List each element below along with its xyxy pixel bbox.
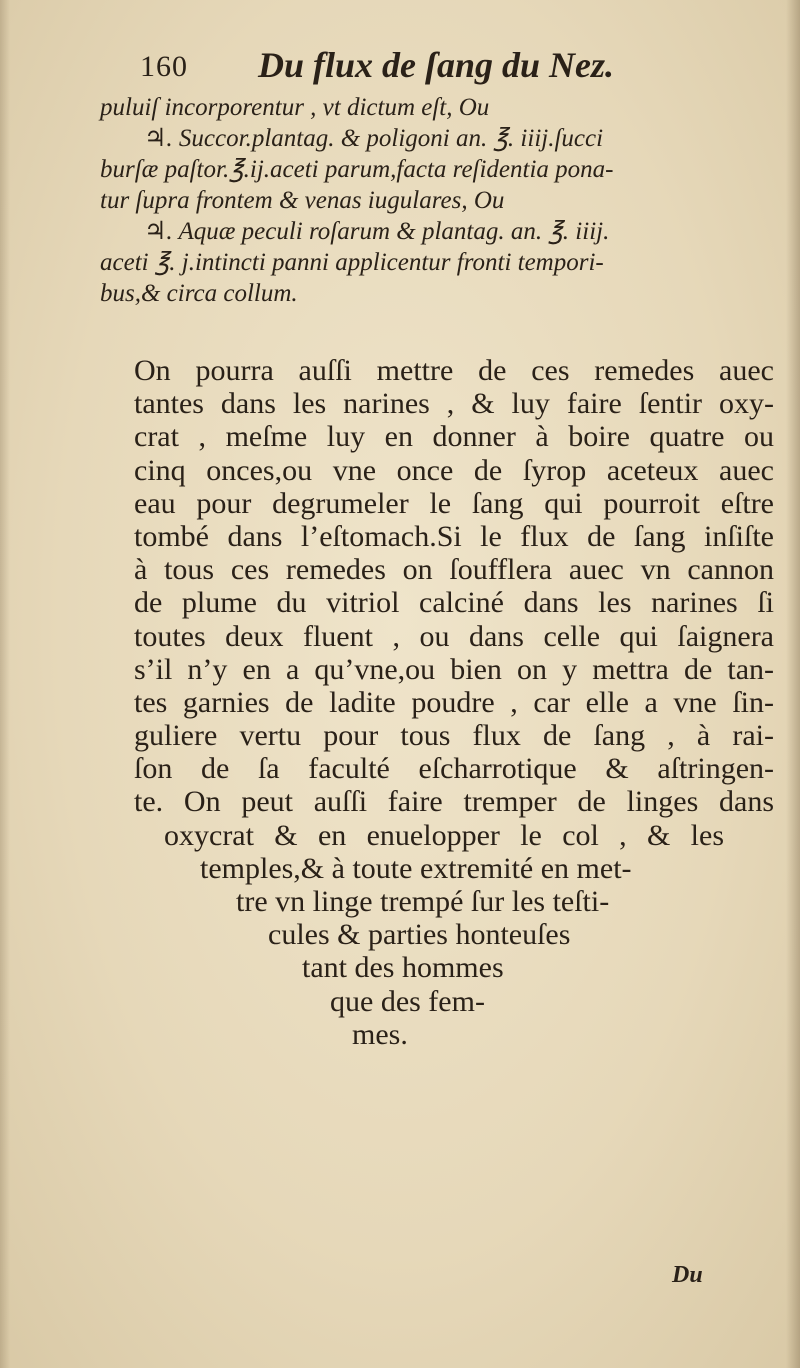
text-line: On pourra auſſi mettre de ces remedes auec bbox=[134, 354, 774, 387]
text-line: s’il n’y en a qu’vne,ou bien on y mettra de tan- bbox=[134, 652, 774, 686]
prescription-line: burſæ paſtor.℥.ij.aceti parum,facta reſidentia pona- bbox=[100, 156, 614, 183]
prescription-line: tur ſupra frontem & venas iugulares, Ou bbox=[100, 187, 505, 214]
text-line: toutes deux fluent , ou dans celle qui ſaignera bbox=[134, 619, 774, 653]
text-line: tantes dans les narines , & luy faire ſentir oxy- bbox=[134, 387, 774, 421]
running-title: Du flux de ſang du Nez. bbox=[258, 45, 615, 85]
page-header bbox=[140, 44, 700, 92]
prescription-line: bus,& circa collum. bbox=[100, 280, 298, 307]
prescription-line: puluiſ incorporentur , vt dictum eſt, Ou bbox=[100, 94, 490, 121]
text-line: à tous ces remedes on ſoufflera auec vn cannon bbox=[134, 553, 774, 587]
catchword: Du bbox=[672, 1262, 703, 1288]
latin-prescriptions bbox=[100, 92, 770, 309]
text-line: crat , meſme luy en donner à boire quatre ou bbox=[134, 420, 774, 454]
text-line: cules & parties honteuſes bbox=[268, 918, 571, 952]
text-line: tre vn linge trempé ſur les teſti- bbox=[236, 885, 610, 918]
text-line: ſon de ſa faculté eſcharrotique & aſtringen- bbox=[134, 752, 774, 786]
prescription-line: ♃. Succor.plantag. & poligoni an. ℥. iiij.ſucci bbox=[144, 125, 604, 152]
text-line: oxycrat & en enuelopper le col , & les bbox=[164, 818, 724, 852]
text-line: mes. bbox=[352, 1017, 408, 1051]
text-line: te. On peut auſſi faire tremper de linges dans bbox=[134, 785, 774, 819]
text-line: tombé dans l’eſtomach.Si le flux de ſang inſiſte bbox=[134, 519, 774, 553]
text-line: guliere vertu pour tous flux de ſang , à rai- bbox=[134, 719, 774, 753]
page-number: 160 bbox=[140, 50, 188, 83]
body-paragraph bbox=[134, 354, 774, 1051]
text-line: temples,& à toute extremité en met- bbox=[200, 851, 632, 885]
text-line: eau pour degrumeler le ſang qui pourroit eſtre bbox=[134, 486, 774, 520]
text-line: de plume du vitriol calciné dans les narines ſi bbox=[134, 586, 774, 620]
prescription-line: aceti ℥. j.intincti panni applicentur fronti tempori- bbox=[100, 249, 604, 276]
text-line: cinq onces,ou vne once de ſyrop aceteux auec bbox=[134, 453, 774, 487]
text-line: que des fem- bbox=[330, 984, 485, 1018]
text-line: tant des hommes bbox=[302, 951, 504, 985]
prescription-line: ♃. Aquæ peculi roſarum & plantag. an. ℥. iiij. bbox=[144, 218, 610, 245]
text-line: tes garnies de ladite poudre , car elle a vne ſin- bbox=[134, 685, 774, 719]
